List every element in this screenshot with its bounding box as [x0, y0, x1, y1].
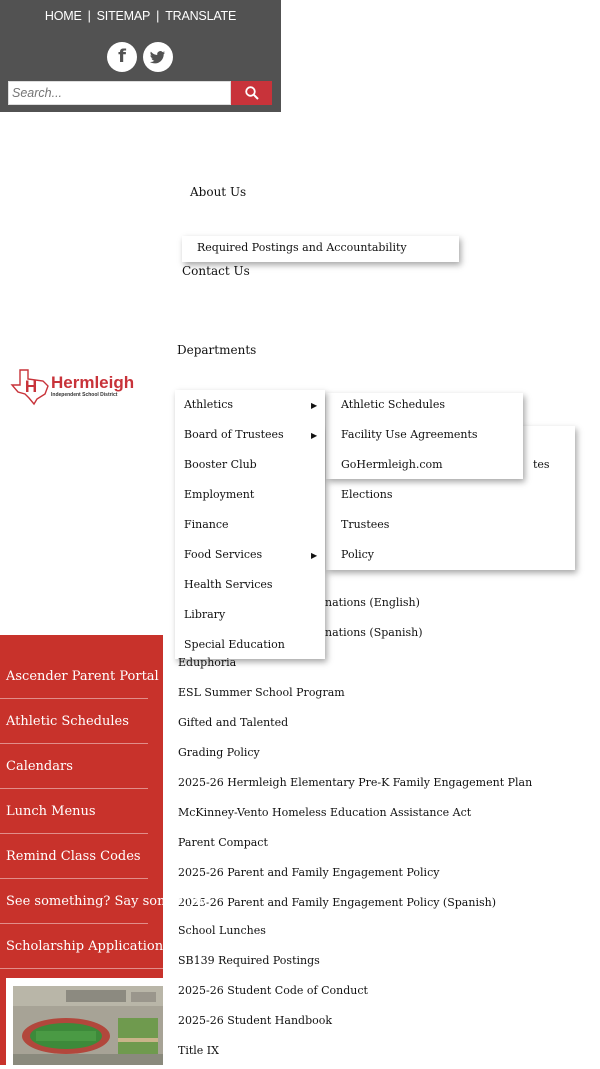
- campus-aerial-image: [6, 978, 163, 1065]
- home-link[interactable]: HOME: [44, 9, 82, 23]
- quick-link-lunch-menus[interactable]: Lunch Menus: [0, 790, 148, 834]
- dept-item-employment[interactable]: Employment: [184, 488, 255, 501]
- logo-letter: H: [24, 377, 38, 396]
- twitter-icon[interactable]: [143, 42, 173, 72]
- list-item[interactable]: 2025-26 Student Handbook: [178, 1014, 333, 1027]
- list-item[interactable]: 2025-26 Hermleigh Elementary Pre-K Family Engagement Plan: [178, 776, 533, 789]
- board-item-trustees[interactable]: Trustees: [341, 518, 390, 531]
- list-item[interactable]: Eduphoria: [178, 656, 237, 669]
- board-item-elections[interactable]: Elections: [341, 488, 393, 501]
- dept-item-board[interactable]: Board of Trustees: [184, 428, 284, 441]
- departments-menu: [175, 390, 325, 659]
- quick-link-athletic-schedules[interactable]: Athletic Schedules: [0, 700, 148, 744]
- athletics-item-schedules[interactable]: Athletic Schedules: [341, 398, 445, 411]
- list-item[interactable]: 2025-26 Parent and Family Engagement Policy: [178, 866, 440, 879]
- dept-item-library[interactable]: Library: [184, 608, 226, 621]
- nav-contact-us[interactable]: Contact Us: [182, 264, 250, 278]
- list-item[interactable]: ESL Summer School Program: [178, 686, 345, 699]
- list-item[interactable]: School Lunches: [178, 924, 266, 937]
- logo-name: Hermleigh: [51, 373, 135, 392]
- translate-link[interactable]: TRANSLATE: [165, 9, 237, 23]
- separator: |: [87, 9, 91, 23]
- list-item-partial[interactable]: nations (English): [325, 596, 420, 609]
- list-item[interactable]: 2025-26 Parent and Family Engagement Policy (Spanish): [178, 896, 496, 909]
- twitter-bird-icon: [143, 42, 173, 72]
- campus-aerial-photo: [6, 978, 163, 1065]
- list-item[interactable]: Grading Policy: [178, 746, 260, 759]
- quick-link-scholarship[interactable]: Scholarship Applications: [0, 925, 163, 969]
- nav-departments[interactable]: Departments: [177, 343, 257, 357]
- quick-link-calendars[interactable]: Calendars: [0, 745, 148, 789]
- list-item[interactable]: Parent Compact: [178, 836, 268, 849]
- list-item-partial[interactable]: nations (Spanish): [325, 626, 423, 639]
- chevron-right-icon: ▶: [311, 431, 318, 440]
- board-item-policy[interactable]: Policy: [341, 548, 374, 561]
- search-icon: [244, 85, 260, 101]
- submenu-item-required-postings[interactable]: Required Postings and Accountability: [197, 241, 407, 254]
- board-submenu-partial: tes: [533, 458, 550, 471]
- facebook-icon[interactable]: f: [107, 42, 137, 72]
- hermleigh-logo[interactable]: [10, 368, 160, 406]
- athletics-submenu: [326, 393, 523, 479]
- dept-item-health[interactable]: Health Services: [184, 578, 273, 591]
- list-item[interactable]: SB139 Required Postings: [178, 954, 320, 967]
- list-item[interactable]: 2025-26 Student Code of Conduct: [178, 984, 368, 997]
- list-item[interactable]: McKinney-Vento Homeless Education Assistance Act: [178, 806, 472, 819]
- separator: |: [156, 9, 160, 23]
- about-us-submenu: [182, 236, 459, 262]
- nav-about-us[interactable]: About Us: [190, 185, 247, 199]
- chevron-right-icon: ▶: [311, 401, 318, 410]
- dept-item-food[interactable]: Food Services: [184, 548, 263, 561]
- search-input[interactable]: [8, 81, 231, 105]
- logo-tagline: Independent School District: [51, 392, 118, 398]
- quick-link-see-something[interactable]: See something? Say something: [0, 880, 148, 924]
- top-links: [0, 9, 281, 23]
- dept-item-booster[interactable]: Booster Club: [184, 458, 257, 471]
- dept-item-athletics[interactable]: Athletics: [184, 398, 234, 411]
- chevron-right-icon: ▶: [311, 551, 318, 560]
- list-item[interactable]: Gifted and Talented: [178, 716, 289, 729]
- athletics-item-gohermleigh[interactable]: GoHermleigh.com: [341, 458, 443, 471]
- dept-item-special-ed[interactable]: Special Education: [184, 638, 285, 651]
- dept-item-finance[interactable]: Finance: [184, 518, 229, 531]
- search-button[interactable]: [231, 81, 272, 105]
- quick-link-ascender[interactable]: Ascender Parent Portal: [0, 655, 148, 699]
- list-item[interactable]: Title IX: [178, 1044, 219, 1057]
- athletics-item-facility[interactable]: Facility Use Agreements: [341, 428, 478, 441]
- sitemap-link[interactable]: SITEMAP: [96, 9, 151, 23]
- quick-link-remind[interactable]: Remind Class Codes: [0, 835, 148, 879]
